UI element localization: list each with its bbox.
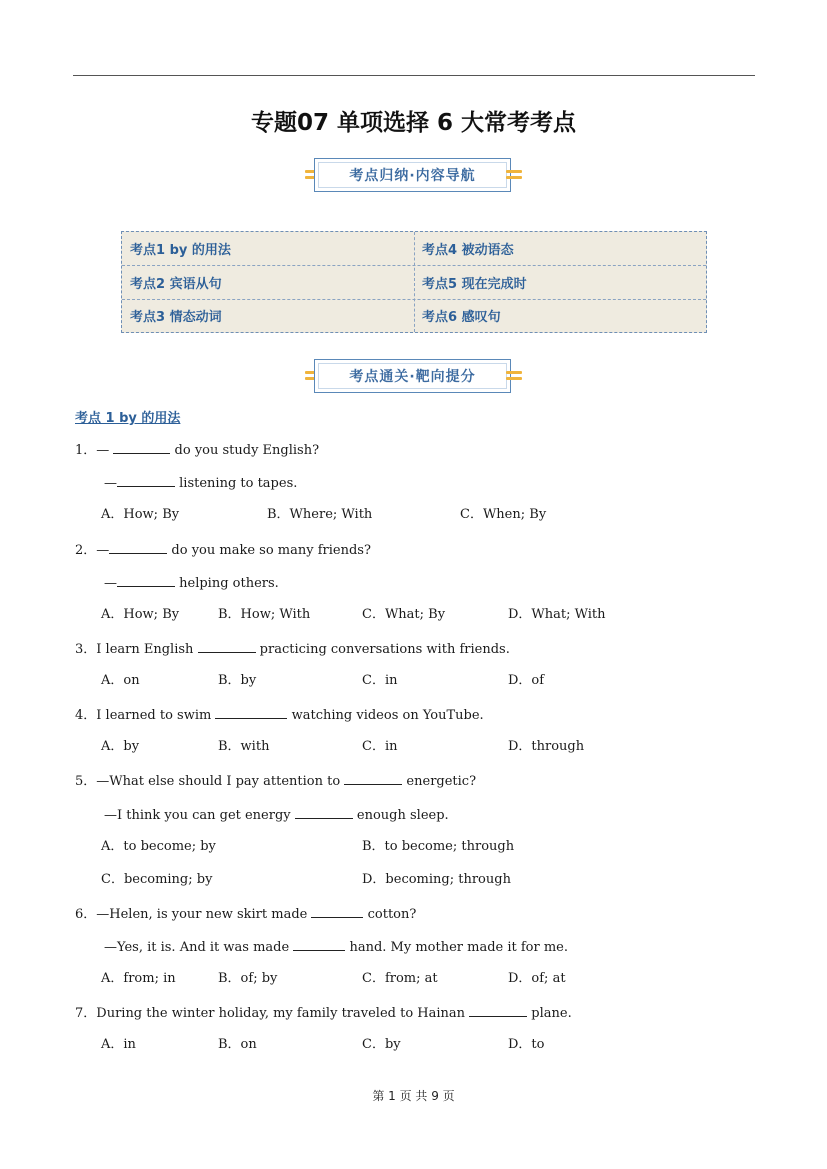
option-b[interactable]: B．of; by (218, 971, 278, 986)
answer-blank[interactable] (113, 441, 170, 454)
banner-label: 考点归纳·内容导航 (349, 168, 476, 184)
answer-blank[interactable] (295, 806, 353, 819)
question-stem: 1．— do you study English? (75, 443, 320, 458)
option-d[interactable]: D．What; With (508, 607, 606, 622)
option-b[interactable]: B．on (218, 1037, 257, 1052)
answer-blank[interactable] (215, 706, 287, 719)
banner-label: 考点通关·靶向提分 (349, 369, 476, 385)
banner-box (314, 359, 511, 393)
toc-item-exclamation[interactable]: 考点6 感叹句 (422, 310, 501, 325)
option-b[interactable]: B．to become; through (362, 839, 515, 854)
toc-item-passive-voice[interactable]: 考点4 被动语态 (422, 243, 514, 258)
option-b[interactable]: B．Where; With (267, 507, 373, 522)
option-c[interactable]: C．becoming; by (101, 872, 213, 887)
option-c[interactable]: C．in (362, 739, 398, 754)
toc-table (121, 231, 707, 333)
question-reply: — helping others. (104, 576, 279, 591)
question-stem: 4．I learned to swim watching videos on YouTube. (75, 708, 484, 723)
option-a[interactable]: A．on (101, 673, 140, 688)
header-rule (73, 75, 755, 76)
option-a[interactable]: A．in (101, 1037, 136, 1052)
question-reply: —Yes, it is. And it was made hand. My mother made it for me. (104, 940, 568, 955)
option-d[interactable]: D．becoming; through (362, 872, 511, 887)
option-b[interactable]: B．How; With (218, 607, 311, 622)
question-reply: —I think you can get energy enough sleep. (104, 808, 449, 823)
question-stem: 5．—What else should I pay attention to energetic? (75, 774, 477, 789)
option-d[interactable]: D．through (508, 739, 585, 754)
option-d[interactable]: D．of; at (508, 971, 566, 986)
question-reply: — listening to tapes. (104, 476, 298, 491)
option-a[interactable]: A．to become; by (101, 839, 216, 854)
answer-blank[interactable] (344, 772, 402, 785)
toc-item-by[interactable]: 考点1 by 的用法 (130, 243, 231, 258)
banner-content-nav (300, 158, 527, 194)
option-d[interactable]: D．of (508, 673, 545, 688)
option-c[interactable]: C．What; By (362, 607, 446, 622)
answer-blank[interactable] (293, 938, 345, 951)
option-a[interactable]: A．How; By (101, 607, 180, 622)
answer-blank[interactable] (109, 541, 167, 554)
page-title: 专题07 单项选择 6 大常考考点 (250, 110, 577, 136)
option-b[interactable]: B．by (218, 673, 257, 688)
option-a[interactable]: A．by (101, 739, 140, 754)
toc-item-object-clause[interactable]: 考点2 宾语从句 (130, 277, 222, 292)
option-d[interactable]: D．to (508, 1037, 545, 1052)
equals-decor-icon (506, 169, 522, 181)
equals-decor-icon (506, 370, 522, 382)
answer-blank[interactable] (117, 574, 175, 587)
section-title: 考点 1 by 的用法 (75, 411, 181, 426)
option-b[interactable]: B．with (218, 739, 270, 754)
toc-item-present-perfect[interactable]: 考点5 现在完成时 (422, 277, 527, 292)
option-a[interactable]: A．How; By (101, 507, 180, 522)
banner-practice (300, 359, 527, 395)
page-footer: 第 1 页 共 9 页 (372, 1089, 455, 1103)
question-stem: 2．— do you make so many friends? (75, 543, 371, 558)
toc-item-modal-verbs[interactable]: 考点3 情态动词 (130, 310, 222, 325)
answer-blank[interactable] (117, 474, 175, 487)
banner-box (314, 158, 511, 192)
option-c[interactable]: C．When; By (460, 507, 547, 522)
answer-blank[interactable] (469, 1004, 527, 1017)
option-c[interactable]: C．by (362, 1037, 401, 1052)
question-stem: 3．I learn English practicing conversations with friends. (75, 642, 510, 657)
question-stem: 7．During the winter holiday, my family traveled to Hainan plane. (75, 1006, 572, 1021)
option-a[interactable]: A．from; in (101, 971, 176, 986)
option-c[interactable]: C．from; at (362, 971, 438, 986)
answer-blank[interactable] (311, 905, 363, 918)
option-c[interactable]: C．in (362, 673, 398, 688)
question-stem: 6．—Helen, is your new skirt made cotton? (75, 907, 417, 922)
answer-blank[interactable] (198, 640, 256, 653)
